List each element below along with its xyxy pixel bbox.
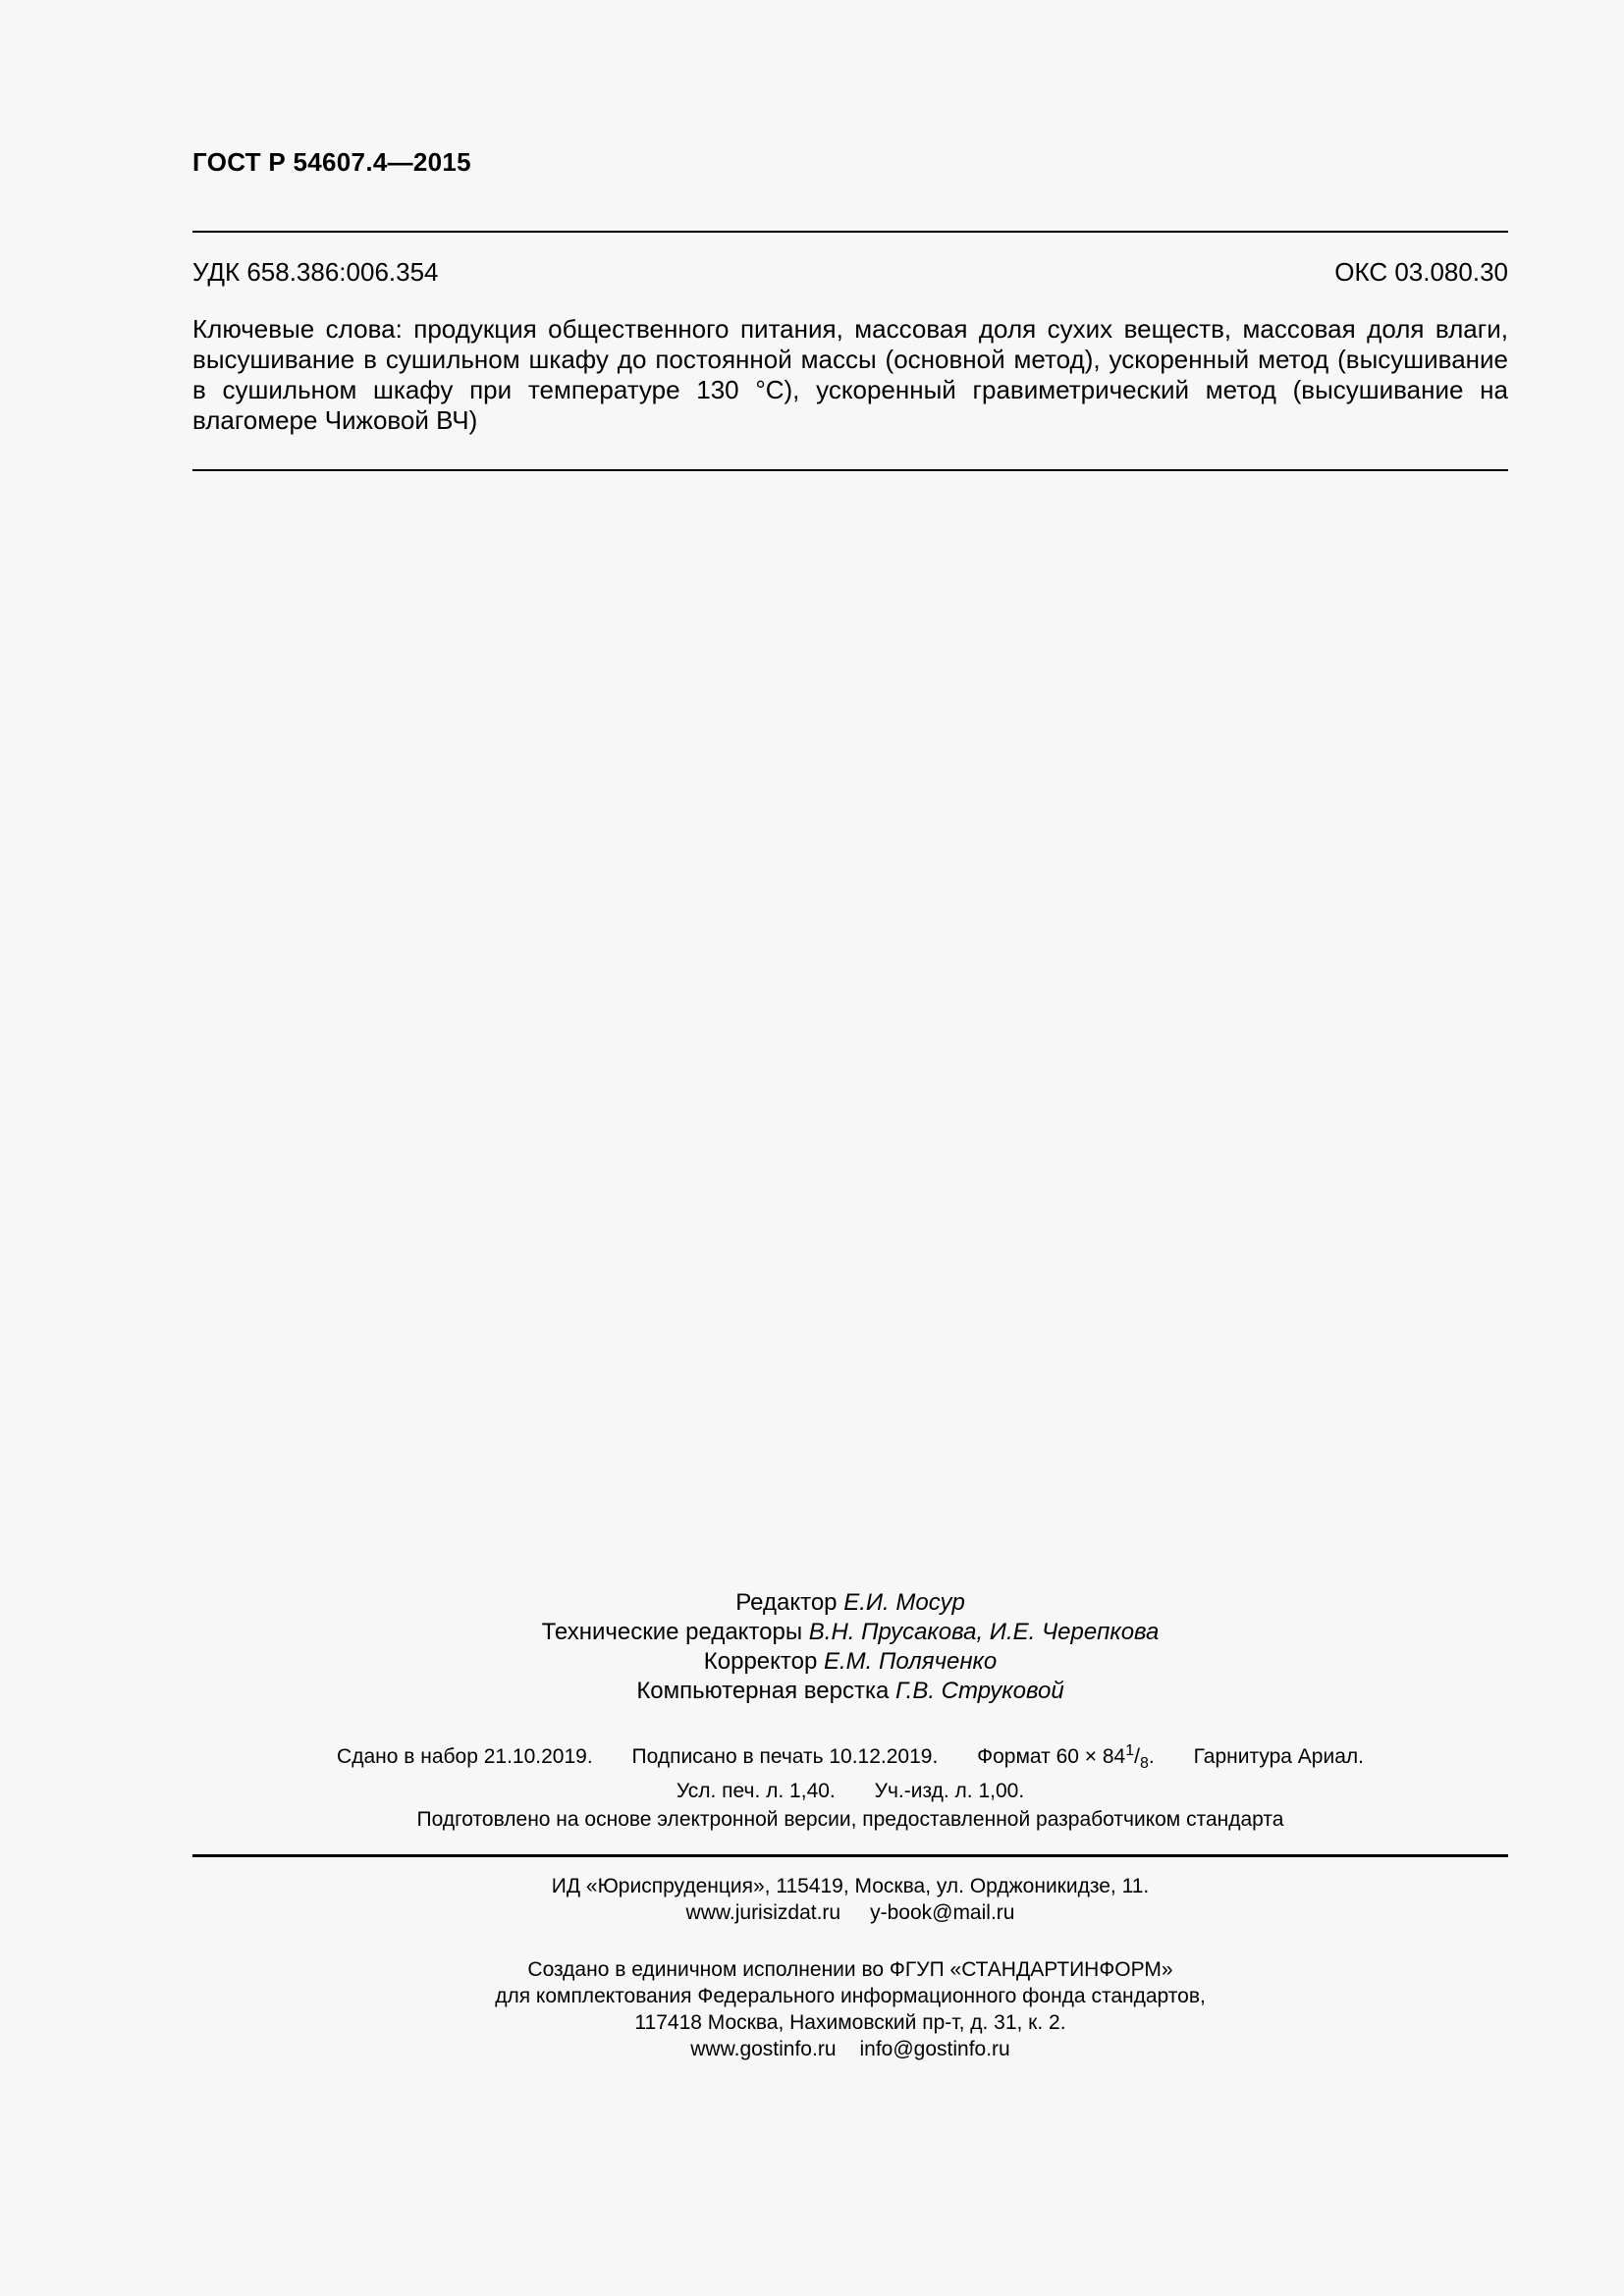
tech-editors-label: Технические редакторы bbox=[541, 1619, 803, 1645]
print-sheets: Усл. печ. л. 1,40. bbox=[676, 1780, 836, 1803]
editor-label: Редактор bbox=[735, 1589, 838, 1616]
format-suffix: . bbox=[1148, 1745, 1155, 1768]
editor-name: Е.И. Мосур bbox=[843, 1589, 965, 1616]
creator-site-link[interactable]: www.gostinfo.ru bbox=[690, 2038, 837, 2060]
editor-line bbox=[192, 1588, 1508, 1618]
signed-date: Подписано в печать 10.12.2019. bbox=[631, 1745, 939, 1768]
publisher-site-link[interactable]: www.jurisizdat.ru bbox=[685, 1901, 841, 1924]
format-prefix: Формат 60 × 84 bbox=[977, 1745, 1126, 1768]
paper-format bbox=[977, 1737, 1155, 1778]
bottom-divider bbox=[192, 1854, 1508, 1857]
corrector-name: Е.М. Поляченко bbox=[824, 1648, 998, 1675]
publisher-block bbox=[192, 1873, 1508, 1926]
classification-row bbox=[192, 257, 1508, 288]
typeface-info: Гарнитура Ариал. bbox=[1193, 1745, 1364, 1768]
layout-label: Компьютерная верстка bbox=[636, 1678, 890, 1704]
submitted-date: Сдано в набор 21.10.2019. bbox=[337, 1745, 593, 1768]
top-divider bbox=[192, 231, 1508, 233]
creator-line-2: для комплектования Федерального информационного фонда стандартов, bbox=[495, 1985, 1206, 2007]
prepared-note: Подготовлено на основе электронной версии, предоставленной разработчиком стандарта bbox=[416, 1808, 1284, 1831]
publisher-address: ИД «Юриспруденция», 115419, Москва, ул. Орджоникидзе, 11. bbox=[551, 1875, 1150, 1897]
corrector-label: Корректор bbox=[703, 1648, 818, 1675]
print-info-line-1 bbox=[192, 1737, 1508, 1778]
layout-name: Г.В. Струковой bbox=[895, 1678, 1064, 1704]
creator-line-1: Создано в единичном исполнении во ФГУП «СТАНДАРТИНФОРМ» bbox=[527, 1958, 1173, 1981]
credits-block bbox=[192, 1588, 1508, 1706]
layout-line bbox=[192, 1677, 1508, 1706]
publisher-contacts bbox=[192, 1899, 1508, 1926]
format-sub: 8 bbox=[1140, 1755, 1149, 1773]
creator-line-3: 117418 Москва, Нахимовский пр-т, д. 31, к. 2. bbox=[634, 2011, 1066, 2034]
format-slash: / bbox=[1134, 1745, 1140, 1768]
udk-code: УДК 658.386:006.354 bbox=[192, 257, 439, 287]
tech-editors-line bbox=[192, 1618, 1508, 1647]
creator-email-link[interactable]: info@gostinfo.ru bbox=[859, 2038, 1010, 2060]
publ-sheets: Уч.-изд. л. 1,00. bbox=[874, 1780, 1025, 1803]
keywords-divider bbox=[192, 469, 1508, 471]
print-info-block bbox=[192, 1737, 1508, 1805]
page-header-standard-id: ГОСТ Р 54607.4—2015 bbox=[192, 147, 471, 177]
creator-contacts bbox=[192, 2036, 1508, 2062]
format-sup: 1 bbox=[1125, 1742, 1135, 1759]
tech-editors-names: В.Н. Прусакова, И.Е. Черепкова bbox=[808, 1619, 1160, 1645]
oks-code: ОКС 03.080.30 bbox=[1334, 257, 1508, 287]
keywords-paragraph: Ключевые слова: продукция общественного питания, массовая доля сухих веществ, массовая доля влаги, высушивание в сушильном шкафу до постоянной массы (основной метод), ускоренный метод (высушивание в сушильном шкафу при температуре 130 °С), ускоренный гравиметрический метод (высушивание на влагомере Чижовой ВЧ) bbox=[192, 314, 1508, 435]
corrector-line bbox=[192, 1647, 1508, 1677]
print-info-line-2 bbox=[192, 1778, 1508, 1805]
creator-block bbox=[192, 1956, 1508, 2062]
publisher-email-link[interactable]: y-book@mail.ru bbox=[870, 1901, 1015, 1924]
